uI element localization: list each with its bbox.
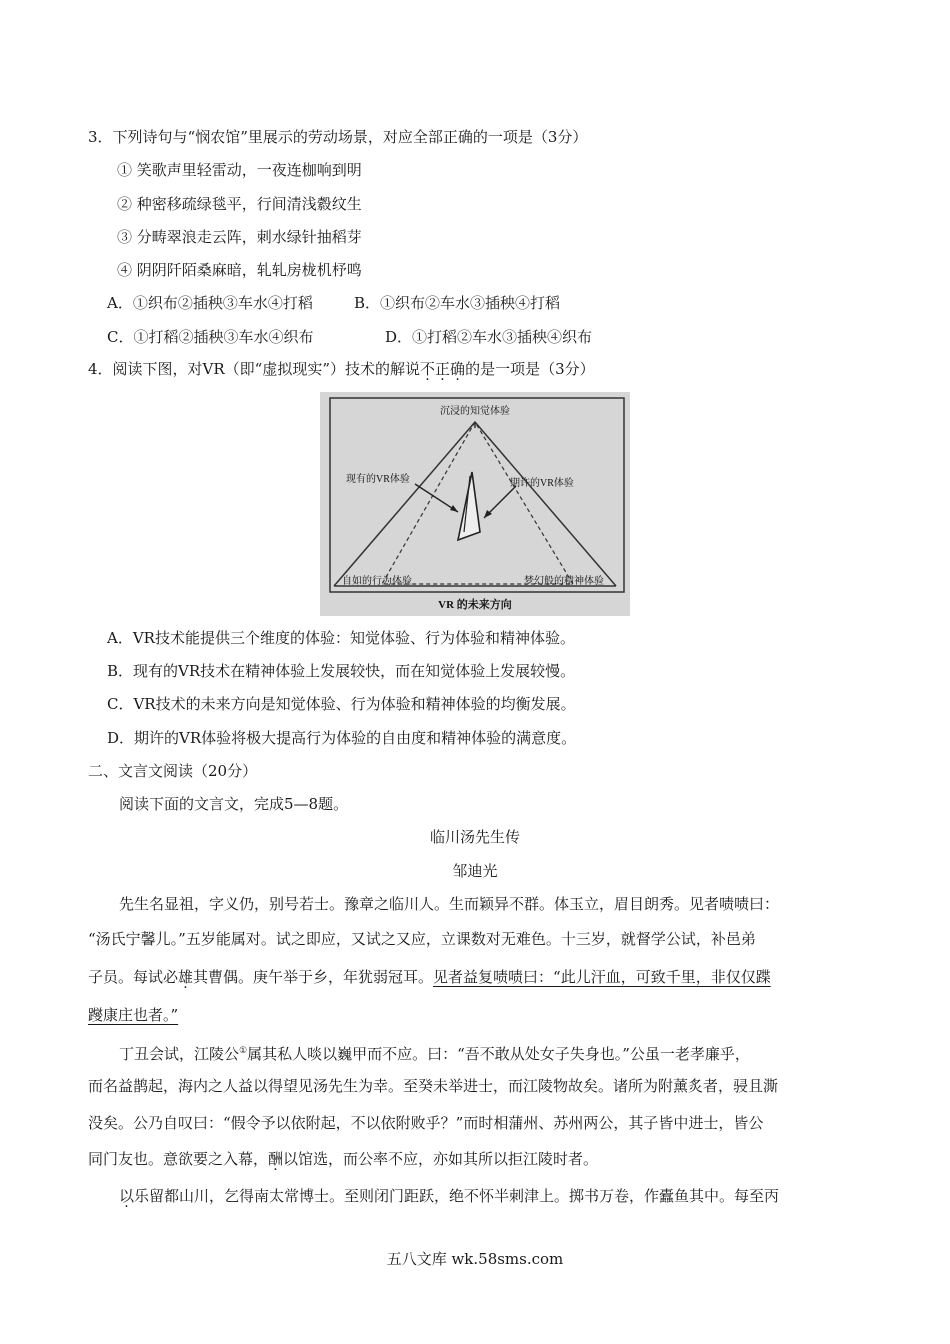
p1-emph-xiong: 雄 <box>178 968 194 986</box>
q4-stem-emph-2: 正 <box>435 360 451 378</box>
q4-stem-pre: 4．阅读下图，对VR（即“虚拟现实”）技术的解说 <box>88 360 421 378</box>
q4-stem-emph-1: 不 <box>420 360 436 378</box>
p2-line-3: 没矣。公乃自叹曰：“假令予以依附起，不以依附败乎？”而时相蒲州、苏州两公，其子皆中进士，皆公 <box>88 1114 764 1132</box>
p1-underlined-1: 见者益复啧啧曰：“此儿汗血，可致千里，非仅仅蹀 <box>433 968 771 986</box>
label-expected: 期许的VR体验 <box>510 478 574 489</box>
p1-underlined-2: 躞康庄也者。” <box>88 1006 179 1024</box>
p2-line-1-b: 属其私人啖以巍甲而不应。曰：“吾不敢从处女子失身也。”公虽一老孝廉乎， <box>247 1045 750 1063</box>
q4-stem-post: 的是一项是（3分） <box>465 360 595 378</box>
label-right: 梦幻般的精神体验 <box>524 576 604 587</box>
q4-stem-emph-3: 确 <box>450 360 466 378</box>
p3-line-1 <box>119 1186 779 1206</box>
p1-line-1: 先生名显祖，字义仍，别号若士。豫章之临川人。生而颖异不群。体玉立，眉目朗秀。见者啧啧曰： <box>119 895 780 913</box>
p2-line-4-a: 同门友也。意欲要之入幕， <box>88 1150 269 1168</box>
current-vr-arrowhead <box>450 505 458 512</box>
q3-option-c: C．①打稻②插秧③车水④织布 <box>107 328 314 346</box>
q4-option-b: B．现有的VR技术在精神体验上发展较快，而在知觉体验上发展较慢。 <box>107 662 576 680</box>
label-left: 自如的行为体验 <box>342 576 412 587</box>
p2-emph-chou: 酬 <box>268 1150 284 1168</box>
q3-option-a: A．①织布②插秧③车水④打稻 <box>107 294 313 312</box>
section2-heading: 二、文言文阅读（20分） <box>88 762 258 780</box>
diagram-caption: VR 的未来方向 <box>438 599 512 611</box>
q4-option-c: C．VR技术的未来方向是知觉体验、行为体验和精神体验的均衡发展。 <box>107 695 576 713</box>
p2-line-1 <box>119 1041 750 1064</box>
passage-title: 临川汤先生传 <box>429 828 520 846</box>
q3-item-4: ④ 阴阴阡陌桑麻暗，轧轧房栊机杼鸣 <box>117 261 362 279</box>
q3-item-2: ② 种密移疏绿毯平，行间清浅縠纹生 <box>117 195 362 213</box>
p1-line-2: “汤氏宁馨儿。”五岁能属对。试之即应，又试之又应，立课数对无难色。十三岁，就督学公试，补邑弟 <box>88 930 756 948</box>
q4-stem <box>88 359 595 379</box>
footer-watermark: 五八文库 wk.58sms.com <box>386 1250 564 1268</box>
vr-diagram <box>320 392 630 616</box>
q4-option-a: A．VR技术能提供三个维度的体验：知觉体验、行为体验和精神体验。 <box>107 629 575 647</box>
diagram-frame <box>330 398 624 592</box>
q4-option-d: D．期许的VR体验将极大提高行为体验的自由度和精神体验的满意度。 <box>107 729 577 747</box>
q3-item-1: ① 笑歌声里轻雷动，一夜连枷响到明 <box>117 161 362 179</box>
q3-item-3: ③ 分畴翠浪走云阵，刺水绿针抽稻芽 <box>117 228 362 246</box>
label-top: 沉浸的知觉体验 <box>440 406 510 417</box>
p3-line-1-b: 乐留都山川，乞得南太常博士。至则闭门距跃，绝不怀半刺津上。掷书万卷，作蠹鱼其中。每至丙 <box>134 1187 780 1205</box>
q3-option-d: D．①打稻②车水③插秧④织布 <box>385 328 593 346</box>
section2-instruction: 阅读下面的文言文，完成5—8题。 <box>119 795 349 813</box>
p2-line-2: 而名益鹊起，海内之人益以得望见汤先生为幸。至癸未举进士，而江陵物故矣。诸所为附薰炙者，骎且澌 <box>88 1077 779 1095</box>
p2-line-4 <box>88 1149 598 1169</box>
label-current: 现有的VR体验 <box>346 474 410 485</box>
q3-stem: 3．下列诗句与“悯农馆”里展示的劳动场景，对应全部正确的一项是（3分） <box>88 128 588 146</box>
footnote-marker: ① <box>239 1046 248 1056</box>
p2-line-1-a: 丁丑会试，江陵公 <box>119 1045 240 1063</box>
vr-diagram-svg <box>320 392 630 616</box>
p1-line-3 <box>88 967 771 987</box>
p3-emph-yi: 以 <box>119 1187 135 1205</box>
q3-option-b: B．①织布②车水③插秧④打稻 <box>354 294 561 312</box>
passage-author: 邹迪光 <box>452 862 498 880</box>
axis-right <box>475 422 616 586</box>
p2-line-4-b: 以馆选，而公率不应，亦如其所以拒江陵时者。 <box>283 1150 599 1168</box>
p1-line-3-b: 其曹偶。庚午举于乡，年犹弱冠耳。 <box>193 968 434 986</box>
axis-left <box>334 422 475 586</box>
p1-line-3-a: 子员。每试必 <box>88 968 179 986</box>
